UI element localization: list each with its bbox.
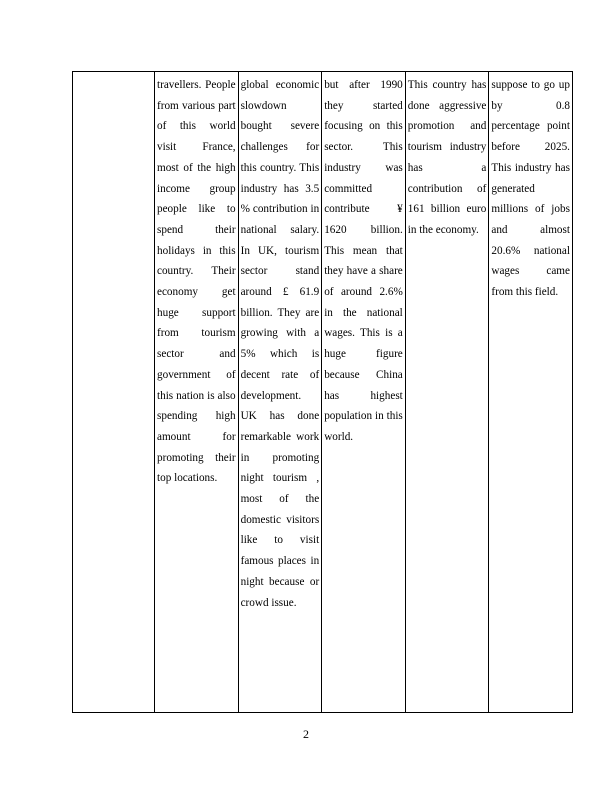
table-cell-spain: This country has done aggressive promotion and tourism industry has a contribution of 161 billion euro in the economy. (405, 72, 489, 713)
table-cell-china: but after 1990 they started focusing on this sector. This industry was committed contribute ¥ 1620 billion. This mean that they have a share of around 2.6% in the national wages. This is a huge figure because China has highest population in this world. (322, 72, 406, 713)
page-number: 2 (303, 727, 309, 741)
table-cell-jobs: suppose to go up by 0.8 percentage point before 2025. This industry has generated millions of jobs and almost 20.6% national wages came from this field. (489, 72, 573, 713)
table-cell-france: travellers. People from various part of this world visit France, most of the high income group people like to spend their holidays in this country. Their economy get huge support from tourism sector and government of this nation is also spending high amount for promoting their top locations. (155, 72, 239, 713)
table-cell-uk: global economic slowdown bought severe challenges for this country. This industry has 3.5 % contribution in national salary. In UK, tourism sector stand around £ 61.9 billion. They are growing with a 5% which is decent rate of development. UK has done remarkable work in promoting night tourism , most of the domestic visitors like to visit famous places in night because or crowd issue. (238, 72, 322, 713)
content-table (72, 71, 573, 713)
table-row (73, 72, 573, 713)
table-cell-empty (73, 72, 155, 713)
